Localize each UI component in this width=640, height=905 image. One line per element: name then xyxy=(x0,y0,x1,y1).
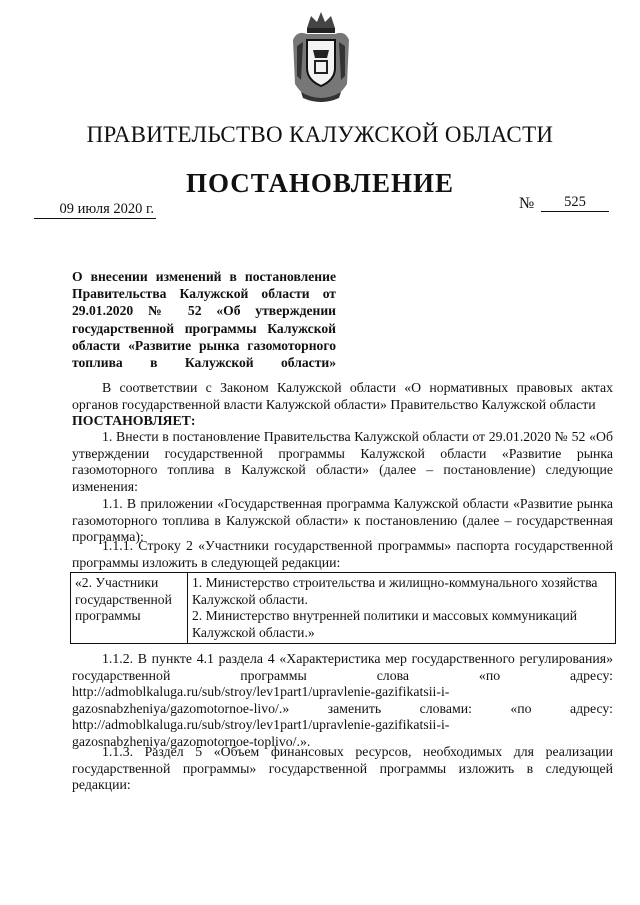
participant-item-1: 1. Министерство строительства и жилищно-коммунального хозяйства Калужской области. xyxy=(192,575,598,607)
paragraph-1: 1. Внести в постановление Правительства Калужской области от 29.01.2020 № 52 «Об утверждении государственной программы Калужской области «Развитие рынка газомоторного топлива в Калужской области» (далее – постановление) следующие изменения: xyxy=(72,429,613,494)
resolves-heading: ПОСТАНОВЛЯЕТ: xyxy=(72,413,196,428)
number-label: № xyxy=(519,195,535,212)
document-number: 525 xyxy=(541,194,609,212)
government-title: ПРАВИТЕЛЬСТВО КАЛУЖСКОЙ ОБЛАСТИ xyxy=(86,122,554,147)
paragraph-1-1-3: 1.1.3. Раздел 5 «Объем финансовых ресурсов, необходимых для реализации государственной программы» государственной программы изложить в следующей редакции: xyxy=(72,744,613,793)
intro-paragraph: В соответствии с Законом Калужской области «О нормативных правовых актах органов государственной власти Калужской области» Правительство Калужской области xyxy=(72,380,613,412)
table-cell-participants-label: «2. Участники государственной программы xyxy=(71,573,188,644)
participant-item-2: 2. Министерство внутренней политики и массовых коммуникаций Калужской области.» xyxy=(192,608,578,640)
coat-of-arms-emblem xyxy=(287,6,355,106)
document-date: 09 июля 2020 г. xyxy=(34,201,156,219)
paragraph-1-1-1: 1.1.1. Строку 2 «Участники государственной программы» паспорта государственной программы изложить в следующей редакции: xyxy=(72,538,613,570)
paragraph-1-1: 1.1. В приложении «Государственная программа Калужской области «Развитие рынка газомоторного топлива в Калужской области» к постановлению (далее – государственная программа): xyxy=(72,496,613,545)
participants-table xyxy=(70,572,616,644)
table-row xyxy=(71,573,616,644)
table-cell-participants-list xyxy=(188,573,616,644)
paragraph-1-1-2: 1.1.2. В пункте 4.1 раздела 4 «Характеристика мер государственного регулирования» государственной программы слова «по адресу: http://admoblkaluga.ru/sub/stroy/lev1part1/upravlenie-gazifikatsii-i-gazosnabzheniya/gazomotornoe-livo/.» заменить словами: «по адресу: http://admoblkaluga.ru/sub/stroy/lev1part1/upravlenie-gazifikatsii-i-gazosnabzheniya/gazomotornoe-toplivo/.». xyxy=(72,651,613,749)
document-subject: О внесении изменений в постановление Правительства Калужской области от 29.01.2020 № 52 «Об утверждении государственной программы Калужской области «Развитие рынка газомоторного топлива в Калужской области» xyxy=(72,269,336,371)
document-type-title: ПОСТАНОВЛЕНИЕ xyxy=(185,168,455,198)
